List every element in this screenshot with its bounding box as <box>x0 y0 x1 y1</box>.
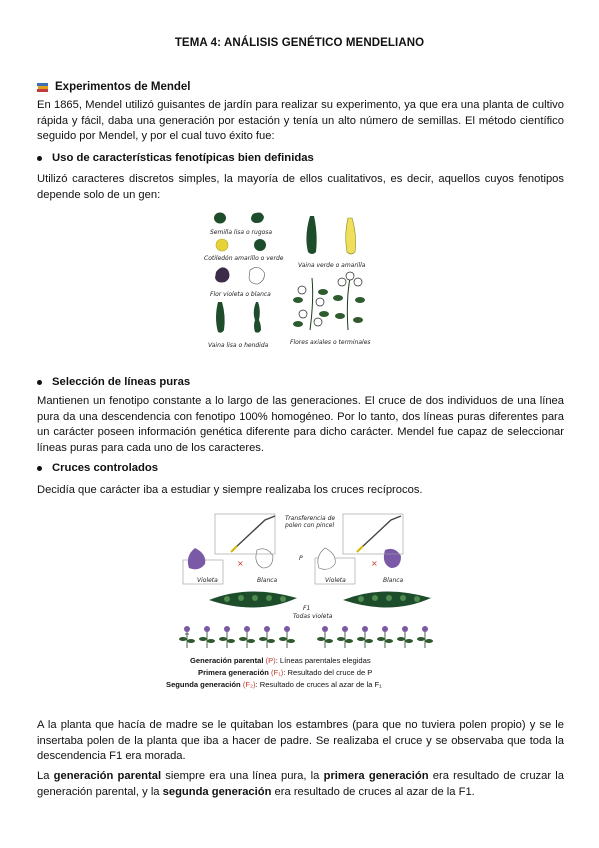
cotyledon-caption: Cotiledón amarillo o verde <box>204 255 284 262</box>
pod-color-caption: Vaina verde o amarilla <box>298 262 366 269</box>
legend-tag: (F₂) <box>242 680 256 689</box>
generations-paragraph <box>37 769 564 800</box>
legend-text: : Resultado del cruce de P <box>283 668 373 677</box>
seed-caption: Semilla lisa o rugosa <box>210 229 273 236</box>
legend-label: Segunda generación <box>166 680 241 689</box>
bullet-label: Cruces controlados <box>52 462 159 474</box>
bullet-dot <box>37 380 42 385</box>
pod-shape-caption: Vaina lisa o hendida <box>208 342 269 349</box>
section-heading <box>37 81 190 93</box>
bullet-label: Selección de líneas puras <box>52 376 191 388</box>
text-run: era resultado de cruces al azar de la F1. <box>271 785 475 798</box>
mother-plant-paragraph: A la planta que hacía de madre se le quitaban los estambres (para que no tuviera polen propio) y se le insertaba polen de la planta que iba a hacer de padre. Se realizaba el cruce y se observaba que toda la descendencia F1 era morada. <box>37 719 564 762</box>
parental-label: P <box>299 555 303 562</box>
cross-diagram-figure <box>175 508 440 653</box>
legend-tag: (P) <box>265 656 276 665</box>
transfer-label-2: polen con pincel <box>285 522 335 529</box>
bullet-dot <box>37 466 42 471</box>
flower-position-caption: Flores axiales o terminales <box>290 339 371 346</box>
bold-first: primera generación <box>323 770 429 782</box>
cross-mark-icon: × <box>237 559 244 568</box>
bold-parental: generación parental <box>53 770 162 782</box>
bullet-pure-lines <box>37 376 190 388</box>
controlled-crosses-paragraph: Decidía que carácter iba a estudiar y siempre realizaba los cruces recíprocos. <box>37 484 423 496</box>
violeta-left-label: Violeta <box>197 577 218 584</box>
blanca-left-label: Blanca <box>257 577 278 584</box>
f1-label: F1 <box>303 605 311 612</box>
text-run: era resultado de cruzar la generación parental, y la <box>37 770 564 798</box>
legend-text: : Resultado de cruces al azar de la F₁ <box>255 680 382 689</box>
legend-tag: (F₁) <box>271 668 284 677</box>
bullet-controlled-crosses <box>37 462 158 474</box>
pea-traits-figure <box>198 210 388 352</box>
legend-label: Primera generación <box>198 668 269 677</box>
pure-lines-paragraph: Mantienen un fenotipo constante a lo largo de las generaciones. El cruce de dos individuos de una línea pura da una descendencia con fenotipo 100% homogéneo. Por lo tanto, dos líneas puras diferentes para un carácter poseen información genética diferente para dicho carácter. Mendel fue capaz de seleccionar líneas puras para cada uno de los caracteres. <box>37 395 564 454</box>
legend-first <box>190 667 430 679</box>
legend-second <box>166 679 430 691</box>
text-run: siempre era una línea pura, la <box>161 770 324 782</box>
legend-label: Generación parental <box>190 656 264 665</box>
legend-parental <box>190 655 430 667</box>
bullet-label: Uso de características fenotípicas bien definidas <box>52 152 314 164</box>
bullet-phenotypic <box>37 152 314 164</box>
bullet-dot <box>37 156 42 161</box>
all-violet-label: Todas violeta <box>293 613 333 620</box>
cross-mark-icon: × <box>371 559 378 568</box>
flower-caption: Flor violeta o blanca <box>210 291 271 298</box>
cross-legend <box>166 655 430 691</box>
intro-paragraph: En 1865, Mendel utilizó guisantes de jardín para realizar su experimento, ya que era una planta de cultivo rápida y fácil, daba una generación por estación y tenía un alto número de semillas. El método científico seguido por Mendel, y por el cual tuvo éxito fue: <box>37 99 564 142</box>
legend-text: : Líneas parentales elegidas <box>275 656 371 665</box>
page-title: TEMA 4: ANÁLISIS GENÉTICO MENDELIANO <box>174 37 425 49</box>
violeta-right-label: Violeta <box>325 577 346 584</box>
blanca-right-label: Blanca <box>383 577 404 584</box>
phenotypic-paragraph: Utilizó caracteres discretos simples, la mayoría de ellos cualitativos, es decir, aquellos cuyos fenotipos depende solo de un gen: <box>37 173 564 201</box>
section-heading-text: Experimentos de Mendel <box>55 81 191 93</box>
text-run: La <box>37 770 54 782</box>
bold-second: segunda generación <box>162 785 272 798</box>
book-icon <box>37 82 49 92</box>
transfer-label: Transferencia de <box>285 515 336 522</box>
